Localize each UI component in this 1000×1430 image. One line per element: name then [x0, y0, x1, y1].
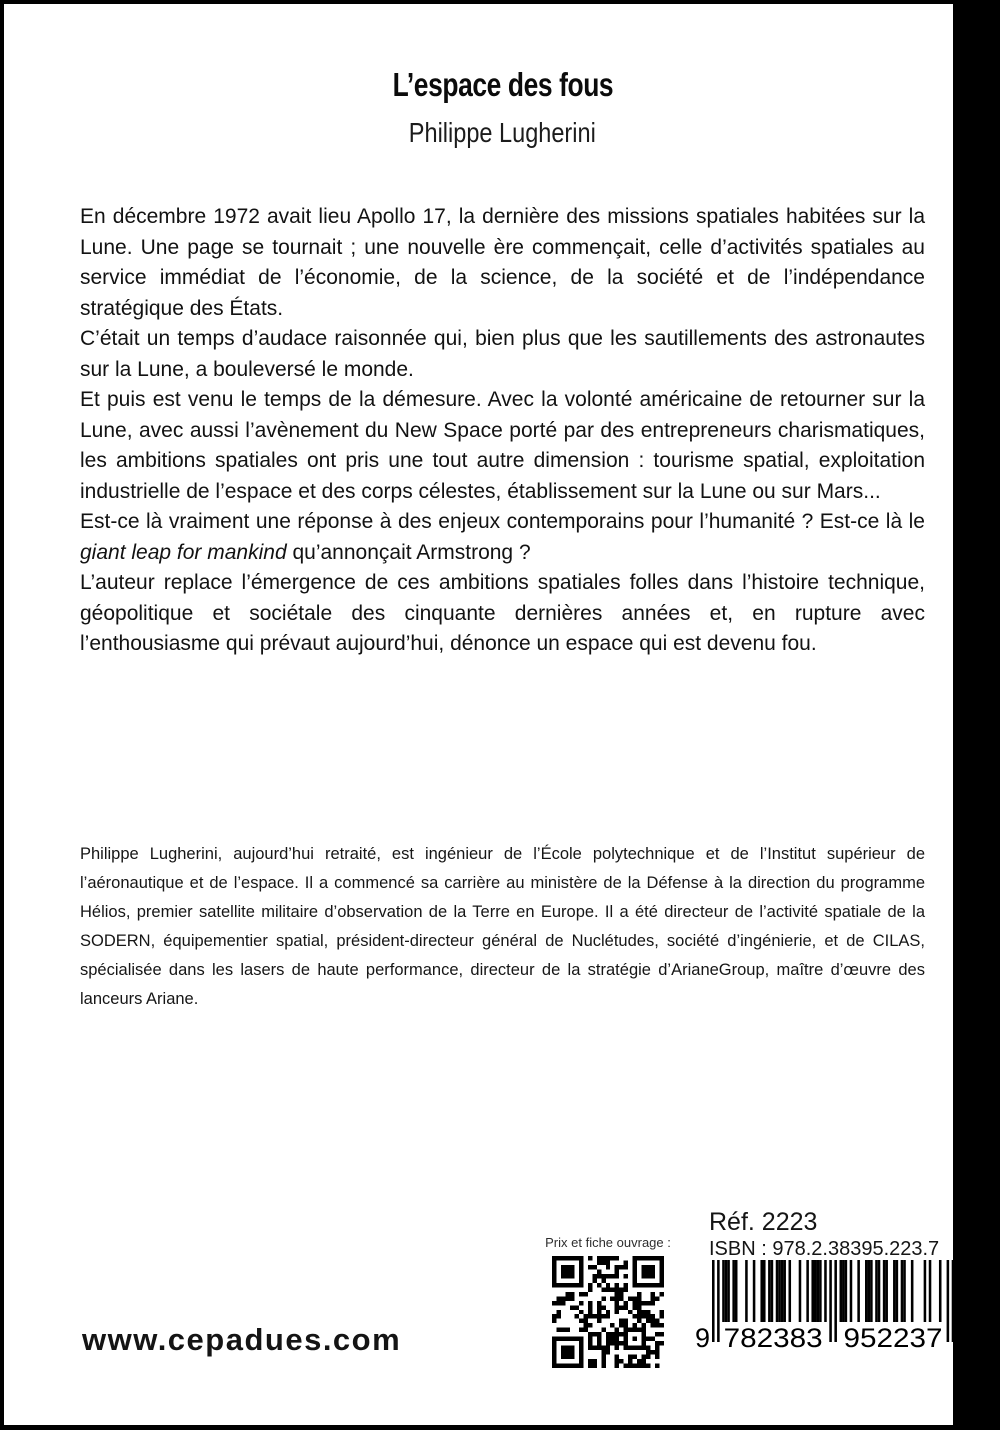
author-bio: Philippe Lugherini, aujourd’hui retraité, est ingénieur de l’École polytechnique et de l’Institut supérieur de l’aéronautique et de l’espace. Il a commencé sa carrière au ministère de la Défense à la direction du programme Hélios, premier satellite militaire d’observation de la Terre en Europe. Il a été directeur de l’activité spatiale de la SODERN, équipementier spatial, président-directeur général de Nuclétudes, société d’ingénierie, et de CILAS, spécialisée dans les lasers de haute performance, directeur de la stratégie d’ArianeGroup, maître d’œuvre des lanceurs Ariane.: [80, 845, 925, 1008]
book-author: [80, 117, 925, 149]
qr-code-label: Prix et fiche ouvrage :: [545, 1235, 671, 1250]
book-title: [80, 66, 925, 104]
synopsis-paragraph: L’auteur replace l’émergence de ces ambitions spatiales folles dans l’histoire technique, géopolitique et sociétale des cinquante dernières années et, en rupture avec l’enthousiasme qui prévaut aujourd’hui, dénonce un espace qui est devenu fou.: [80, 571, 925, 655]
svg-text:9: 9: [695, 1323, 711, 1352]
svg-text:782383: 782383: [723, 1323, 823, 1352]
qr-code: [552, 1256, 664, 1368]
synopsis-paragraph: [80, 507, 925, 568]
isbn-number: ISBN : 978.2.38395.223.7: [709, 1238, 940, 1260]
synopsis-text-segment: Est-ce là vraiment une réponse à des enjeux contemporains pour l’humanité ? Est-ce là le: [80, 510, 925, 533]
barcode: [694, 1260, 956, 1352]
reference-number: Réf. 2223: [709, 1208, 818, 1236]
svg-text:952237: 952237: [843, 1323, 943, 1352]
publisher-website: www.cepadues.com: [82, 1322, 402, 1357]
synopsis: [80, 202, 925, 660]
synopsis-paragraph: C’était un temps d’audace raisonnée qui, bien plus que les sautillements des astronautes sur la Lune, a bouleversé le monde.: [80, 327, 925, 381]
book-author-text: Philippe Lugherini: [408, 117, 596, 148]
synopsis-paragraph: En décembre 1972 avait lieu Apollo 17, la dernière des missions spatiales habitées sur la Lune. Une page se tournait ; une nouvelle ère commençait, celle d’activités spatiales au service immédiat de l’économie, de la science, de la société et de l’indépendance stratégique des États.: [80, 205, 925, 320]
synopsis-paragraph: Et puis est venu le temps de la démesure. Avec la volonté américaine de retourner sur la Lune, avec aussi l’avènement du New Space porté par des entrepreneurs charismatiques, les ambitions spatiales ont pris une tout autre dimension : tourisme spatial, exploitation industrielle de l’espace et des corps célestes, établissement sur la Lune ou sur Mars...: [80, 388, 925, 503]
book-title-text: L’espace des fous: [392, 66, 613, 103]
synopsis-text-segment: qu’annonçait Armstrong ?: [286, 540, 531, 564]
page: [4, 4, 953, 1425]
synopsis-italic-segment: giant leap for mankind: [80, 540, 287, 564]
